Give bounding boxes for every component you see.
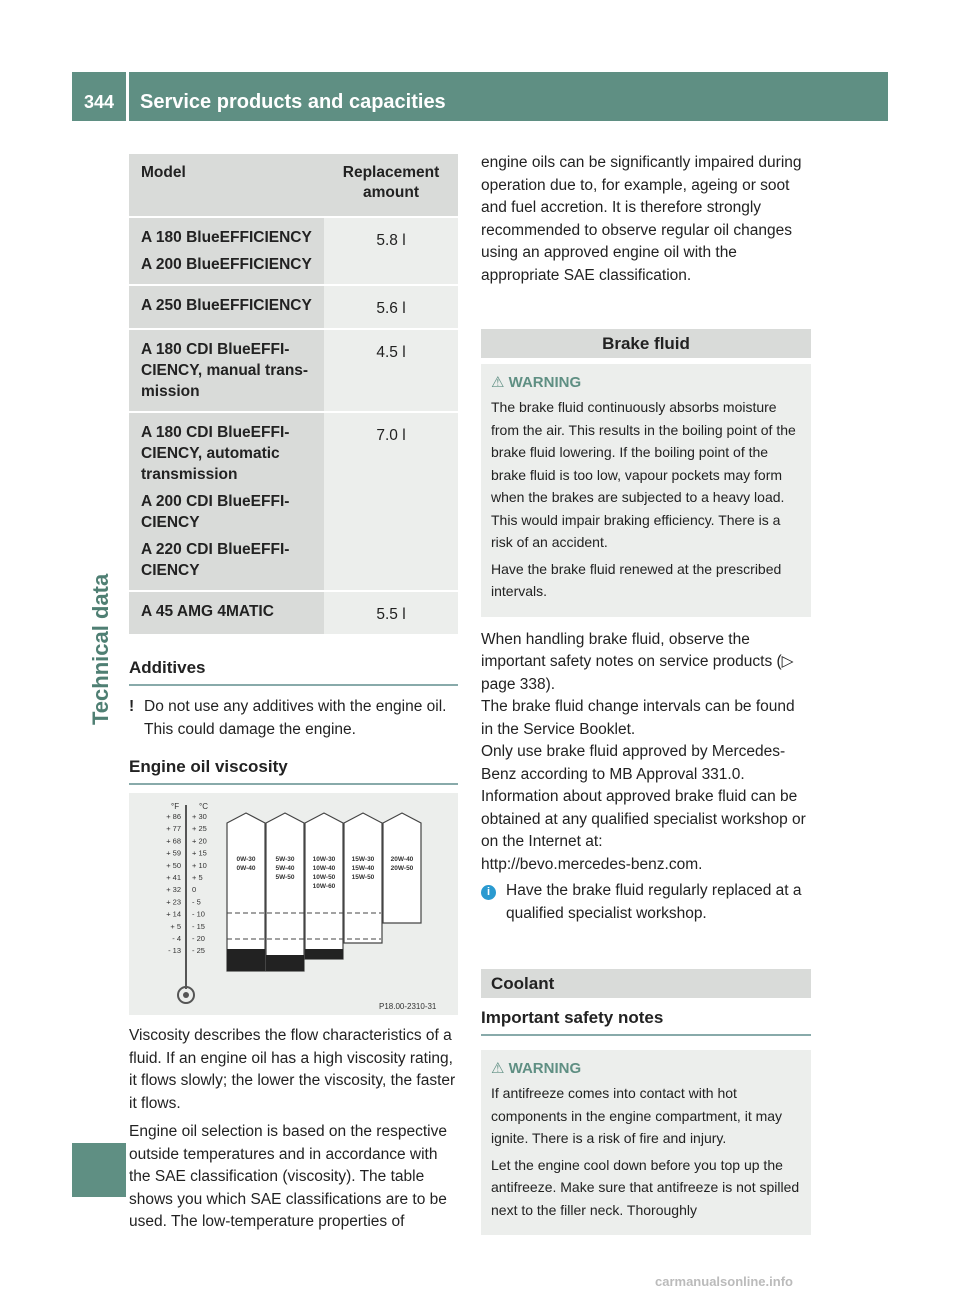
model-name: A 180 BlueEFFICIENCY — [141, 229, 312, 246]
warning-header — [491, 372, 801, 394]
amount-cell: 4.5 l — [324, 330, 458, 411]
viscosity-diagram — [129, 793, 458, 1015]
watermark: carmanualsonline.info — [655, 1274, 793, 1289]
model-name: A 200 BlueEFFICIENCY — [141, 256, 312, 273]
amount-cell: 5.6 l — [324, 286, 458, 328]
viscosity-grade-label: 0W-30 — [236, 856, 256, 863]
viscosity-heading: Engine oil viscosity — [129, 757, 458, 785]
brake-warning-action: Have the brake fluid renewed at the prescribed intervals. — [491, 560, 782, 599]
model-name: A 180 CDI BlueEFFI- CIENCY, manual trans- mission — [141, 341, 309, 400]
viscosity-grade-label: 20W-40 — [390, 856, 414, 863]
viscosity-grade-label: 5W-50 — [275, 874, 295, 881]
brake-fluid-heading: Brake fluid — [481, 329, 811, 358]
viscosity-figure — [129, 793, 458, 1015]
viscosity-grade-label: 10W-40 — [312, 865, 336, 872]
temp-f-label: + 68 — [166, 836, 181, 846]
viscosity-grade-label: 15W-30 — [351, 856, 375, 863]
table-row — [129, 286, 458, 328]
exclamation-icon: ! — [129, 698, 135, 715]
model-cell — [129, 592, 324, 634]
viscosity-grade-label: 15W-50 — [351, 874, 375, 881]
model-name: A 200 CDI BlueEFFI- CIENCY — [141, 493, 290, 531]
temp-c-label: 0 — [192, 885, 197, 895]
temp-c-label: + 25 — [192, 824, 207, 834]
col-amount-header: Replacement amount — [324, 154, 458, 216]
model-cell — [129, 218, 324, 284]
viscosity-grade-label: 10W-60 — [312, 883, 336, 890]
figure-ref: P18.00-2310-31 — [379, 1002, 437, 1011]
low-temp-shading — [305, 949, 343, 959]
viscosity-grade-label: 10W-50 — [312, 874, 336, 881]
temp-f-label: + 41 — [166, 873, 181, 882]
page-header — [72, 72, 888, 121]
low-temp-shading — [266, 955, 304, 971]
brake-paragraph-4: Information about approved brake fluid can be obtained at any qualified specialist workshop or on the Internet at: — [481, 788, 806, 850]
model-cell — [129, 286, 324, 328]
additives-heading: Additives — [129, 658, 458, 686]
temp-f-label: - 4 — [172, 934, 181, 943]
additives-note-text: Do not use any additives with the engine oil. This could damage the engine. — [144, 698, 447, 738]
viscosity-paragraph-1: Viscosity describes the flow characteristics of a fluid. If an engine oil has a high viscosity rating, it flows slowly; the lower the viscosity, the faster it flows. — [129, 1027, 456, 1112]
temp-c-label: + 15 — [192, 848, 207, 858]
table-row — [129, 330, 458, 411]
model-name: A 180 CDI BlueEFFI- CIENCY, automatic transmission — [141, 424, 290, 483]
temp-f-label: + 5 — [170, 921, 181, 931]
coolant-subheading: Important safety notes — [481, 1008, 811, 1036]
table-row — [129, 592, 458, 634]
viscosity-grade-label: 20W-50 — [390, 865, 414, 872]
model-name: A 220 CDI BlueEFFI- CIENCY — [141, 541, 290, 579]
brake-info-note — [481, 880, 811, 925]
viscosity-paragraph-2: Engine oil selection is based on the respective outside temperatures and in accordance with the SAE classification (viscosity). The table shows you which SAE classifications are to be used. The low-temperature properties of — [129, 1123, 447, 1230]
temp-f-label: + 77 — [166, 824, 181, 834]
chapter-tab-marker — [72, 1143, 126, 1197]
temp-c-label: - 15 — [192, 921, 205, 931]
section-title: Service products and capacities — [140, 91, 446, 113]
temp-c-label: + 20 — [192, 836, 207, 846]
temp-c-label: - 20 — [192, 934, 205, 943]
coolant-warning-box — [481, 1050, 811, 1235]
coolant-warning-action: Let the engine cool down before you top up the antifreeze. Make sure that antifreeze is not spilled next to the filler neck. Thoroughly — [491, 1156, 800, 1218]
amount-cell: 5.8 l — [324, 218, 458, 284]
thermometer-bulb-center — [183, 992, 189, 998]
temp-c-label: - 10 — [192, 909, 205, 919]
model-cell — [129, 413, 324, 590]
viscosity-grade-label: 0W-40 — [236, 865, 256, 872]
brake-warning-text: The brake fluid continuously absorbs moisture from the air. This results in the boiling point of the brake fluid lowering. If the boiling point of the brake fluid is too low, vapour pockets may form when the brakes are subjected to a heavy load. This would impair braking efficiency. There is a risk of an accident. — [491, 399, 796, 550]
temp-c-label: + 5 — [192, 873, 203, 882]
model-name: A 45 AMG 4MATIC — [141, 603, 274, 620]
temp-c-label: - 25 — [192, 946, 205, 956]
brake-info-text: Have the brake fluid regularly replaced at a qualified specialist workshop. — [506, 882, 802, 922]
brake-paragraph-3: Only use brake fluid approved by Mercedes-Benz according to MB Approval 331.0. — [481, 743, 786, 783]
model-name: A 250 BlueEFFICIENCY — [141, 297, 312, 314]
capacity-table — [129, 152, 458, 636]
temp-f-label: + 23 — [166, 897, 181, 907]
col-model-header: Model — [129, 154, 324, 216]
low-temp-shading — [227, 949, 265, 971]
temp-f-label: + 86 — [166, 812, 181, 821]
brake-paragraph-1: When handling brake fluid, observe the important safety notes on service products (▷ page 338). — [481, 630, 794, 693]
table-row — [129, 218, 458, 284]
table-row — [129, 413, 458, 590]
warning-title: WARNING — [508, 374, 582, 391]
temp-c-label: + 30 — [192, 812, 207, 821]
additives-note — [129, 696, 458, 741]
unit-c-label: °C — [199, 802, 208, 811]
sidebar-chapter-label — [88, 573, 116, 900]
temp-f-label: + 50 — [166, 860, 181, 870]
table-header-row — [129, 154, 458, 216]
viscosity-grade-label: 5W-40 — [275, 865, 295, 872]
brake-url: http://bevo.mercedes-benz.com. — [481, 855, 703, 873]
warning-icon: ⚠ — [491, 374, 505, 391]
warning-icon: ⚠ — [491, 1060, 505, 1077]
temp-f-label: + 32 — [166, 885, 181, 895]
viscosity-grade-label: 10W-30 — [312, 856, 336, 863]
viscosity-grade-label: 15W-40 — [351, 865, 375, 872]
warning-header — [491, 1058, 801, 1080]
coolant-heading: Coolant — [481, 969, 811, 998]
amount-cell: 5.5 l — [324, 592, 458, 634]
viscosity-grade-label: 5W-30 — [275, 856, 295, 863]
temp-f-label: + 14 — [166, 909, 181, 919]
header-divider — [126, 72, 129, 121]
brake-warning-box — [481, 364, 811, 617]
unit-f-label: °F — [171, 802, 180, 811]
temp-f-label: + 59 — [166, 848, 181, 858]
coolant-warning-text: If antifreeze comes into contact with hot components in the engine compartment, it may ignite. There is a risk of fire and injury. — [491, 1085, 783, 1146]
page-number: 344 — [84, 92, 115, 112]
warning-title: WARNING — [508, 1060, 582, 1077]
left-column — [129, 152, 458, 1234]
temp-c-label: + 10 — [192, 860, 207, 870]
temp-f-label: - 13 — [168, 946, 181, 956]
right-column — [481, 152, 811, 1235]
viscosity-grade-bar — [227, 813, 265, 971]
temp-c-label: - 5 — [192, 897, 201, 907]
info-icon: i — [481, 885, 496, 900]
viscosity-grade-bar — [266, 813, 304, 971]
sidebar-label-text: Technical data — [88, 573, 113, 725]
brake-paragraph-2: The brake fluid change intervals can be found in the Service Booklet. — [481, 698, 795, 738]
amount-cell: 7.0 l — [324, 413, 458, 590]
viscosity-paragraph-3: engine oils can be significantly impaired during operation due to, for example, ageing or soot and fuel accretion. It is therefore strongly recommended to observe regular oil changes using an approved engine oil with the appropriate SAE classification. — [481, 154, 802, 284]
model-cell — [129, 330, 324, 411]
